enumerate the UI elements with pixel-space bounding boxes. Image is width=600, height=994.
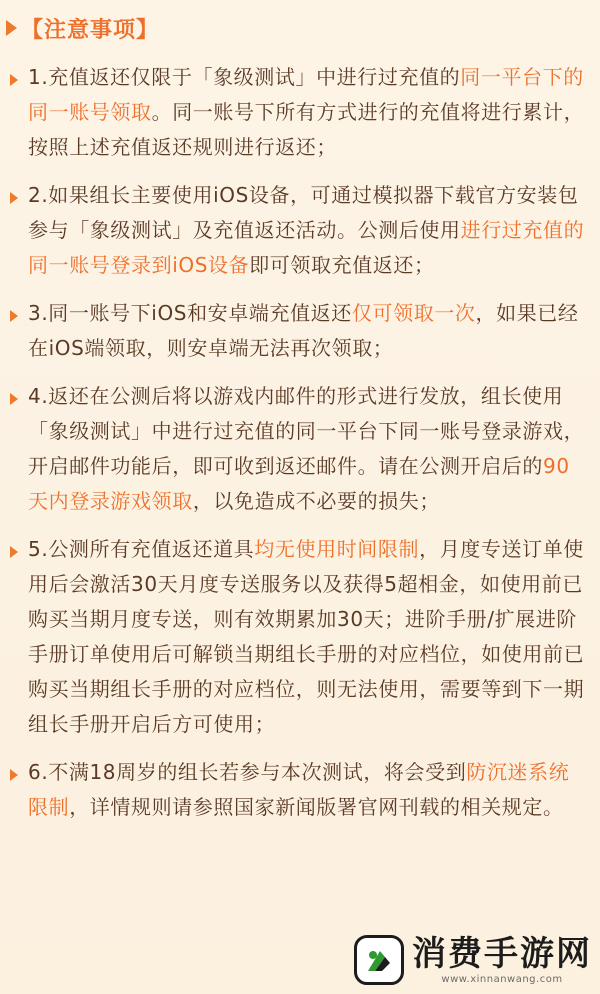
watermark-url: www.xinnanwang.com: [441, 974, 563, 985]
body-text: ，月度专送订单使用后会激活30天月度专送服务以及获得5超相金，如使用前已购买当期月度专送，则有效期累加30天；进阶手册/扩展进阶手册订单使用后可解锁当期组长手册的对应档位，如使用前已购买当期组长手册的对应档位，则无法使用，需要等到下一期组长手册开启后方可使用；: [28, 537, 585, 736]
body-text: 6.不满18周岁的组长若参与本次测试，将会受到: [28, 760, 467, 784]
notice-item-text: [28, 379, 586, 519]
body-text: ，以免造成不必要的损失；: [192, 489, 441, 513]
bullet-arrow-icon: [10, 74, 18, 86]
body-text: 。同一账号下所有方式进行的充值将进行累计，按照上述充值返还规则进行返还；: [28, 100, 585, 159]
heading-title: 【注意事项】: [21, 17, 160, 43]
body-text: 4.返还在公测后将以游戏内邮件的形式进行发放，组长使用「象级测试」中进行过充值的同一平台下同一账号登录游戏，开启邮件功能后，即可收到返还邮件。请在公测开启后的: [28, 384, 585, 478]
highlight-text: 进行过充值的同一账号登录到iOS设备: [28, 218, 585, 277]
highlight-text: 防沉迷系统限制: [28, 760, 570, 819]
leaf-logo-icon: [354, 935, 404, 985]
notice-item-text: [28, 178, 586, 283]
notice-item: [0, 379, 600, 519]
body-text: 3.同一账号下iOS和安卓端充值返还: [28, 301, 352, 325]
notice-item: [0, 532, 600, 742]
notice-item-text: [28, 532, 586, 742]
highlight-text: 同一平台下的同一账号领取: [28, 65, 584, 124]
notice-item-text: [28, 60, 586, 165]
notice-item: [0, 296, 600, 366]
body-text: 即可领取充值返还；: [249, 253, 435, 277]
highlight-text: 均无使用时间限制: [254, 537, 420, 561]
notice-item-text: [28, 755, 586, 825]
bullet-arrow-icon: [10, 769, 18, 781]
bullet-arrow-icon: [10, 546, 18, 558]
highlight-text: 仅可领取一次: [351, 301, 476, 325]
body-text: ，如果已经在iOS端领取，则安卓端无法再次领取；: [28, 301, 579, 360]
notice-item: [0, 755, 600, 825]
bullet-arrow-icon: [10, 310, 18, 322]
bullet-arrow-icon: [10, 393, 18, 405]
body-text: 2.如果组长主要使用iOS设备，可通过模拟器下载官方安装包参与「象级测试」及充值返还活动。公测后使用: [28, 183, 579, 242]
body-text: ，详情规则请参照国家新闻版署官网刊载的相关规定。: [69, 795, 564, 819]
highlight-text: 90天内登录游戏领取: [28, 454, 570, 513]
watermark-name: 消费手游网: [412, 934, 592, 974]
notice-list: [0, 60, 600, 838]
watermark-logo: [354, 931, 598, 989]
bullet-arrow-icon: [10, 192, 18, 204]
notice-heading: [6, 10, 159, 46]
arrow-icon: [6, 20, 17, 36]
notice-item-text: [28, 296, 586, 366]
body-text: 1.充值返还仅限于「象级测试」中进行过充值的: [28, 65, 461, 89]
notice-item: [0, 60, 600, 165]
body-text: 5.公测所有充值返还道具: [28, 537, 255, 561]
notice-item: [0, 178, 600, 283]
